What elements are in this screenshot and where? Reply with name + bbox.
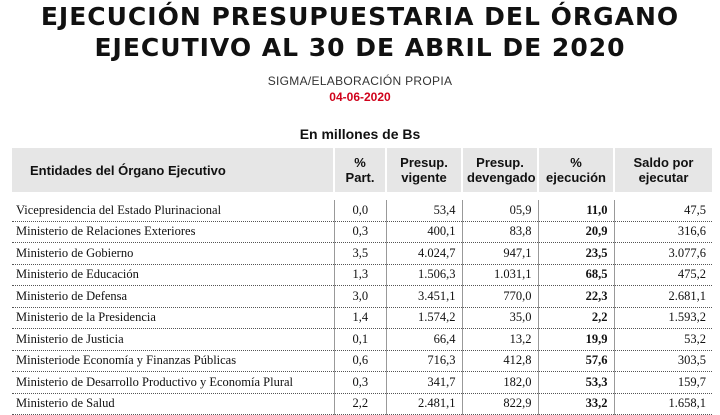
cell-ejecucion: 19,9 [538,329,614,351]
cell-presup-vigente: 1.574,2 [386,307,462,329]
document-title-line-1: EJECUCIÓN PRESUPUESTARIA DEL ÓRGANO [40,2,680,31]
cell-entidad: Ministeriode Economía y Finanzas Públicas [12,350,334,372]
cell-saldo: 47,5 [614,200,712,221]
cell-entidad: Ministerio de Defensa [12,286,334,308]
source-note: SIGMA/ELABORACIÓN PROPIA [267,74,453,88]
cell-presup-devengado: 1.031,1 [462,264,538,286]
header-presup-devengado: Presup. devengado [462,148,538,192]
cell-presup-vigente: 4.024,7 [386,243,462,265]
cell-presup-devengado: 412,8 [462,350,538,372]
cell-entidad: Ministerio de Salud [12,393,334,415]
table-row [12,243,712,265]
cell-ejecucion: 11,0 [538,200,614,221]
cell-ejecucion: 68,5 [538,264,614,286]
cell-presup-vigente: 400,1 [386,221,462,243]
table-row [12,286,712,308]
cell-saldo: 2.681,1 [614,286,712,308]
publication-date: 04-06-2020 [329,90,391,104]
table-row [12,393,712,415]
cell-participacion: 3,5 [334,243,386,265]
cell-presup-devengado: 770,0 [462,286,538,308]
header-entidades: Entidades del Órgano Ejecutivo [12,148,334,192]
table-row [12,264,712,286]
cell-ejecucion: 33,2 [538,393,614,415]
cell-presup-devengado: 182,0 [462,372,538,394]
cell-participacion: 1,3 [334,264,386,286]
cell-presup-vigente: 3.451,1 [386,286,462,308]
cell-presup-vigente: 716,3 [386,350,462,372]
table-header-row [12,148,712,192]
cell-entidad: Ministerio de Desarrollo Productivo y Economía Plural [12,372,334,394]
document-title-line-2: EJECUTIVO AL 30 DE ABRIL DE 2020 [94,33,626,62]
cell-participacion: 2,2 [334,393,386,415]
cell-presup-vigente: 66,4 [386,329,462,351]
cell-presup-vigente: 53,4 [386,200,462,221]
cell-saldo: 3.077,6 [614,243,712,265]
cell-participacion: 0,3 [334,221,386,243]
cell-ejecucion: 22,3 [538,286,614,308]
cell-saldo: 53,2 [614,329,712,351]
cell-entidad: Ministerio de Gobierno [12,243,334,265]
cell-saldo: 475,2 [614,264,712,286]
header-saldo: Saldo por ejecutar [614,148,712,192]
cell-presup-devengado: 83,8 [462,221,538,243]
table-row [12,200,712,221]
cell-presup-vigente: 2.481,1 [386,393,462,415]
table-row [12,350,712,372]
table-body [12,200,712,415]
cell-ejecucion: 23,5 [538,243,614,265]
cell-presup-vigente: 341,7 [386,372,462,394]
cell-presup-vigente: 1.506,3 [386,264,462,286]
cell-ejecucion: 2,2 [538,307,614,329]
cell-participacion: 0,3 [334,372,386,394]
cell-participacion: 0,1 [334,329,386,351]
cell-saldo: 159,7 [614,372,712,394]
cell-entidad: Ministerio de Educación [12,264,334,286]
budget-table [12,148,712,415]
table-row [12,329,712,351]
cell-entidad: Vicepresidencia del Estado Plurinacional [12,200,334,221]
cell-entidad: Ministerio de Justicia [12,329,334,351]
cell-ejecucion: 20,9 [538,221,614,243]
cell-presup-devengado: 05,9 [462,200,538,221]
cell-presup-devengado: 822,9 [462,393,538,415]
header-presup-vigente: Presup. vigente [386,148,462,192]
cell-participacion: 0,0 [334,200,386,221]
cell-participacion: 1,4 [334,307,386,329]
table-row [12,221,712,243]
cell-saldo: 303,5 [614,350,712,372]
cell-presup-devengado: 947,1 [462,243,538,265]
cell-saldo: 1.593,2 [614,307,712,329]
cell-saldo: 1.658,1 [614,393,712,415]
cell-entidad: Ministerio de Relaciones Exteriores [12,221,334,243]
table-row [12,307,712,329]
cell-saldo: 316,6 [614,221,712,243]
table-row [12,372,712,394]
header-ejecucion: % ejecución [538,148,614,192]
cell-ejecucion: 53,3 [538,372,614,394]
cell-ejecucion: 57,6 [538,350,614,372]
cell-presup-devengado: 35,0 [462,307,538,329]
cell-entidad: Ministerio de la Presidencia [12,307,334,329]
cell-presup-devengado: 13,2 [462,329,538,351]
cell-participacion: 0,6 [334,350,386,372]
cell-participacion: 3,0 [334,286,386,308]
header-participacion: % Part. [334,148,386,192]
units-caption: En millones de Bs [299,126,421,142]
